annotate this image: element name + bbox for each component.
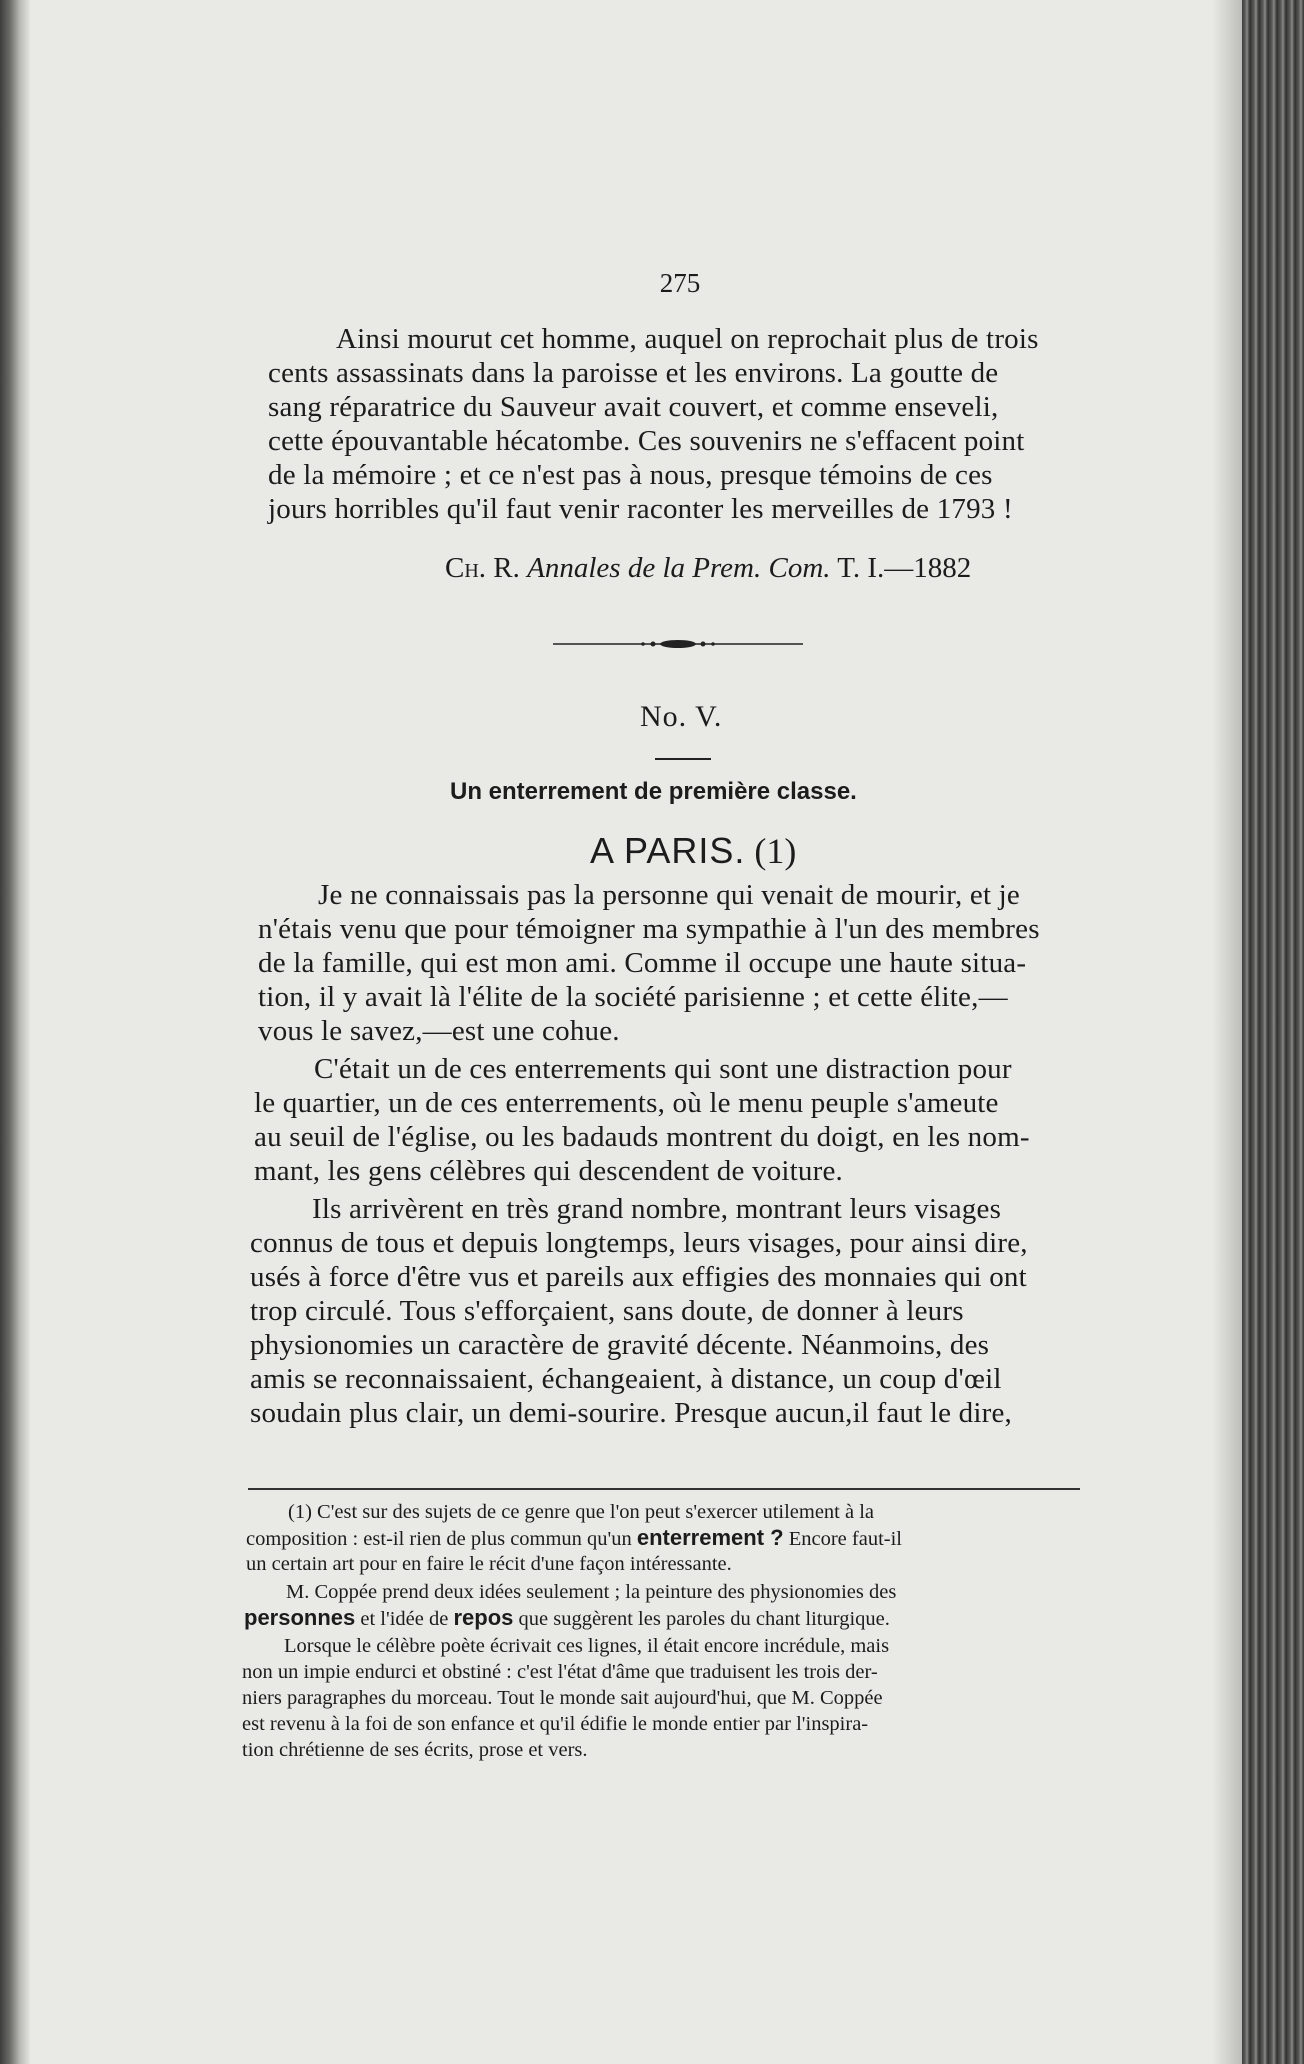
text-line: C'était un de ces enterrements qui sont une distraction pour xyxy=(314,1053,1012,1085)
footnote-line: est revenu à la foi de son enfance et qu'il édifie le monde entier par l'inspira- xyxy=(242,1713,869,1735)
section-number: No. V. xyxy=(640,700,723,733)
section-subtitle xyxy=(590,830,796,872)
footnote-line: M. Coppée prend deux idées seulement ; la peinture des physionomies des xyxy=(286,1581,897,1603)
text-line: sang réparatrice du Sauveur avait couvert, et comme enseveli, xyxy=(268,391,999,423)
text-line: Je ne connaissais pas la personne qui venait de mourir, et je xyxy=(318,879,1020,911)
short-rule xyxy=(655,758,711,760)
text-line: au seuil de l'église, ou les badauds montrent du doigt, en les nom- xyxy=(254,1121,1030,1153)
text-line: Ils arrivèrent en très grand nombre, montrant leurs visages xyxy=(312,1193,1002,1225)
footnote-line: un certain art pour en faire le récit d'une façon intéressante. xyxy=(246,1553,732,1575)
footnote-line: (1) C'est sur des sujets de ce genre que l'on peut s'exercer utilement à la xyxy=(288,1501,875,1523)
text-line: connus de tous et depuis longtemps, leurs visages, pour ainsi dire, xyxy=(250,1227,1028,1259)
section-title: Un enterrement de première classe. xyxy=(450,778,857,805)
text-line: Ainsi mourut cet homme, auquel on reprochait plus de trois xyxy=(336,323,1039,355)
emphasis: repos xyxy=(453,1605,514,1630)
text-line: usés à force d'être vus et pareils aux effigies des monnaies qui ont xyxy=(250,1261,1027,1293)
source-citation xyxy=(445,552,971,585)
text-line: jours horribles qu'il faut venir raconter les merveilles de 1793 ! xyxy=(268,493,1013,525)
footnote-line: niers paragraphes du morceau. Tout le monde sait aujourd'hui, que M. Coppée xyxy=(242,1687,883,1709)
text-line: soudain plus clair, un demi-sourire. Presque aucun,il faut le dire, xyxy=(250,1397,1013,1429)
footnote-rule xyxy=(248,1488,1080,1490)
text-line: cents assassinats dans la paroisse et les environs. La goutte de xyxy=(268,357,999,389)
footnote-line: composition : est-il rien de plus commun qu'un enterrement ? Encore faut-il xyxy=(246,1525,902,1550)
footnote-line: non un impie endurci et obstiné : c'est l'état d'âme que traduisent les trois der- xyxy=(242,1661,878,1683)
emphasis: personnes xyxy=(244,1605,356,1630)
footnote-line: tion chrétienne de ses écrits, prose et vers. xyxy=(242,1739,588,1761)
subtitle-text: A PARIS. xyxy=(590,830,746,871)
text-line: cette épouvantable hécatombe. Ces souvenirs ne s'effacent point xyxy=(268,425,1025,457)
text-line: de la mémoire ; et ce n'est pas à nous, presque témoins de ces xyxy=(268,459,993,491)
citation-author: Ch. R. xyxy=(445,552,520,584)
page-number: 275 xyxy=(659,268,701,298)
citation-volume: T. I.—1882 xyxy=(837,552,972,584)
text-line: de la famille, qui est mon ami. Comme il occupe une haute situa- xyxy=(258,947,1027,979)
citation-source: Annales de la Prem. Com. xyxy=(527,552,831,584)
text-line: mant, les gens célèbres qui descendent de voiture. xyxy=(254,1155,843,1187)
text-line: le quartier, un de ces enterrements, où le menu peuple s'ameute xyxy=(254,1087,999,1119)
text-line: amis se reconnaissaient, échangeaient, à distance, un coup d'œil xyxy=(250,1363,1002,1395)
text-line: physionomies un caractère de gravité décente. Néanmoins, des xyxy=(250,1329,990,1361)
text-line: vous le savez,—est une cohue. xyxy=(258,1015,620,1047)
emphasis: enterrement ? xyxy=(636,1525,784,1550)
footnote-reference: (1) xyxy=(754,831,797,871)
text-line: n'étais venu que pour témoigner ma sympathie à l'un des membres xyxy=(258,913,1040,945)
footnote-line: personnes et l'idée de repos que suggèrent les paroles du chant liturgique. xyxy=(244,1605,890,1630)
ornament-divider xyxy=(553,636,803,652)
text-line: tion, il y avait là l'élite de la société parisienne ; et cette élite,— xyxy=(258,981,1008,1013)
footnote-line: Lorsque le célèbre poète écrivait ces lignes, il était encore incrédule, mais xyxy=(284,1635,890,1657)
text-line: trop circulé. Tous s'efforçaient, sans doute, de donner à leurs xyxy=(250,1295,964,1327)
